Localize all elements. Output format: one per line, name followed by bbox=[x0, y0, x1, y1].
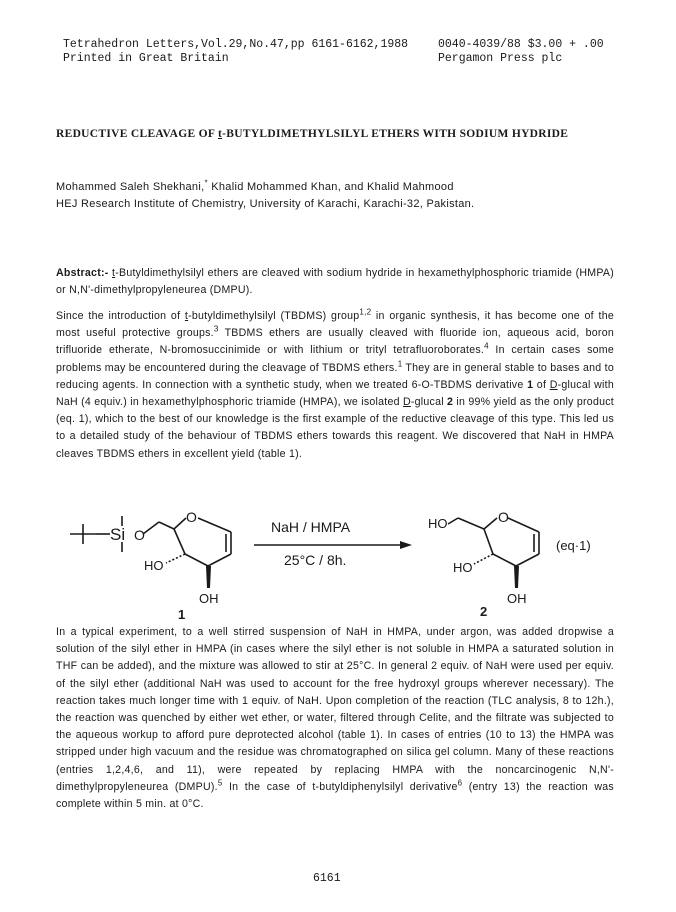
intro-text: -butyldimethylsilyl (TBDMS) group bbox=[188, 310, 360, 322]
intro-text: -glucal bbox=[410, 396, 448, 409]
hydroxyl-label: HO bbox=[453, 560, 473, 575]
title-part: -BUTYLDIMETHYLSILYL ETHERS WITH SODIUM HYDRIDE bbox=[222, 128, 569, 140]
introduction-paragraph bbox=[56, 308, 614, 463]
compound-1-label: 1 bbox=[178, 607, 186, 622]
hydroxyl-label: OH bbox=[507, 591, 527, 606]
reference-superscript: 1,2 bbox=[359, 307, 372, 317]
title-t-prefix: t bbox=[218, 128, 223, 140]
intro-text: In certain cases some problems may be encountered during the cleavage of TBDMS ethers. bbox=[56, 344, 614, 374]
author-name: Mohammed Saleh Shekhani, bbox=[56, 181, 205, 193]
intro-text: in organic synthesis, it has become one of the most useful protective groups. bbox=[56, 310, 614, 340]
ether-oxygen-label: O bbox=[134, 527, 145, 543]
conditions-label: 25°C / 8h. bbox=[284, 552, 347, 568]
abstract-t-prefix: t bbox=[112, 267, 116, 279]
hydroxyl-label: OH bbox=[199, 591, 219, 606]
intro-t-prefix: t bbox=[184, 310, 189, 322]
wedge-bond bbox=[206, 566, 211, 588]
reference-superscript: 4 bbox=[484, 341, 489, 351]
title-part: REDUCTIVE CLEAVAGE OF bbox=[56, 128, 218, 140]
compound-2-label: 2 bbox=[480, 604, 488, 619]
reference-superscript: 1 bbox=[397, 359, 403, 369]
author-list bbox=[56, 179, 474, 196]
glucal-ring-2 bbox=[448, 518, 539, 566]
glucal-ring-1 bbox=[159, 518, 231, 566]
reference-superscript: 3 bbox=[213, 324, 219, 334]
abstract-label: Abstract:- bbox=[56, 267, 113, 279]
intro-text: They are in general stable to bases and to reducing agents. In connection with a synthetic study, when we treated 6-O-TBDMS derivative bbox=[56, 361, 614, 391]
intro-text: -glucal with NaH (4 equiv.) in hexamethylphosphoric triamide (HMPA), we isolated bbox=[56, 378, 614, 409]
abstract bbox=[56, 265, 614, 299]
experimental-paragraph bbox=[56, 624, 614, 813]
hydroxyl-label: HO bbox=[144, 558, 164, 573]
reaction-scheme bbox=[56, 508, 616, 626]
author-block bbox=[56, 179, 474, 213]
experimental-text: In a typical experiment, to a well stirred suspension of NaH in HMPA, under argon, was added dropwise a solution of the silyl ether in HMPA (in cases where the silyl ether is not soluble in HMPA a saturated solution in THF can be added), and the mixture was allowed to stir at 25°C. In general 2 equiv. of NaH were used per equiv. of the silyl ether (additional NaH was used to account for the free hydroxyl groups wherever necessary). The reaction takes much longer time with 1 equiv. of NaH. Upon completion of the reaction (TLC analysis, 8 to 12h.), the reaction was quenched by either wet ether, or water, filtered through Celite, and the filtrate was subjected to the aqueous workup to afford pure deprotected alcohol (table 1). In cases of entries (10 to 13) the HMPA was stripped under high vacuum and the residue was chromatographed on silica gel column. Many of these reactions (entries 1,2,4,6, and 11), were repeated by replacing HMPA with the noncarcinogenic N,N'-dimethylpropyleneurea (DMPU). bbox=[56, 626, 614, 793]
arrow-head bbox=[400, 541, 412, 549]
intro-text: in 99% yield as the only product (eq. 1), which to the best of our knowledge is the first example of the reductive cleavage of this type. This led us to a detailed study of the behaviour of TBDMS ethers towards this reagent. We discovered that NaH in HMPA cleaves TBDMS ethers in excellent yield (table 1). bbox=[56, 396, 614, 460]
ring-oxygen-label: O bbox=[186, 509, 197, 525]
affiliation: HEJ Research Institute of Chemistry, University of Karachi, Karachi-32, Pakistan. bbox=[56, 198, 475, 210]
journal-header-right bbox=[438, 38, 604, 66]
printed-in: Printed in Great Britain bbox=[63, 52, 229, 65]
ring-oxygen-label: O bbox=[498, 509, 509, 525]
corresponding-mark: * bbox=[204, 178, 208, 188]
journal-citation: Tetrahedron Letters,Vol.29,No.47,pp 6161-6162,1988 bbox=[63, 38, 409, 51]
experimental-text: In the case of t-butyldiphenylsilyl derivative bbox=[222, 780, 458, 793]
compound-number: 2 bbox=[447, 396, 454, 409]
equation-label: (eq·1) bbox=[556, 538, 591, 553]
reference-superscript: 6 bbox=[457, 778, 463, 788]
stereo-prefix: D bbox=[402, 396, 411, 409]
intro-text: Since the introduction of bbox=[56, 310, 185, 322]
intro-text: TBDMS ethers are usually cleaved with fluoride ion, aqueous acid, boron trifluoride etherate, N-bromosuccinimide or with lithium or trityl tetrafluoroborates. bbox=[56, 327, 614, 357]
compound-number: 1 bbox=[527, 378, 534, 391]
author-names: Khalid Mohammed Khan, and Khalid Mahmood bbox=[207, 181, 454, 193]
journal-header-left bbox=[63, 38, 408, 66]
issn-price: 0040-4039/88 $3.00 + .00 bbox=[438, 38, 604, 51]
hydroxyl-label: HO bbox=[428, 516, 448, 531]
wedge-bond bbox=[514, 566, 519, 588]
intro-text: of bbox=[533, 378, 550, 391]
reagent-label: NaH / HMPA bbox=[271, 519, 351, 535]
publisher: Pergamon Press plc bbox=[438, 52, 563, 65]
abstract-text: -Butyldimethylsilyl ethers are cleaved with sodium hydride in hexamethylphosphoric triamide (HMPA) or N,N'-dimethylpropyleneurea (DMPU). bbox=[56, 267, 614, 297]
silicon-label: Si bbox=[110, 525, 126, 544]
experimental-text: (entry 13) the reaction was complete within 5 min. at 0°C. bbox=[56, 780, 614, 811]
stereo-prefix: D bbox=[549, 378, 558, 391]
reference-superscript: 5 bbox=[217, 778, 223, 788]
paper-title bbox=[56, 128, 656, 140]
page-number: 6161 bbox=[313, 872, 341, 885]
